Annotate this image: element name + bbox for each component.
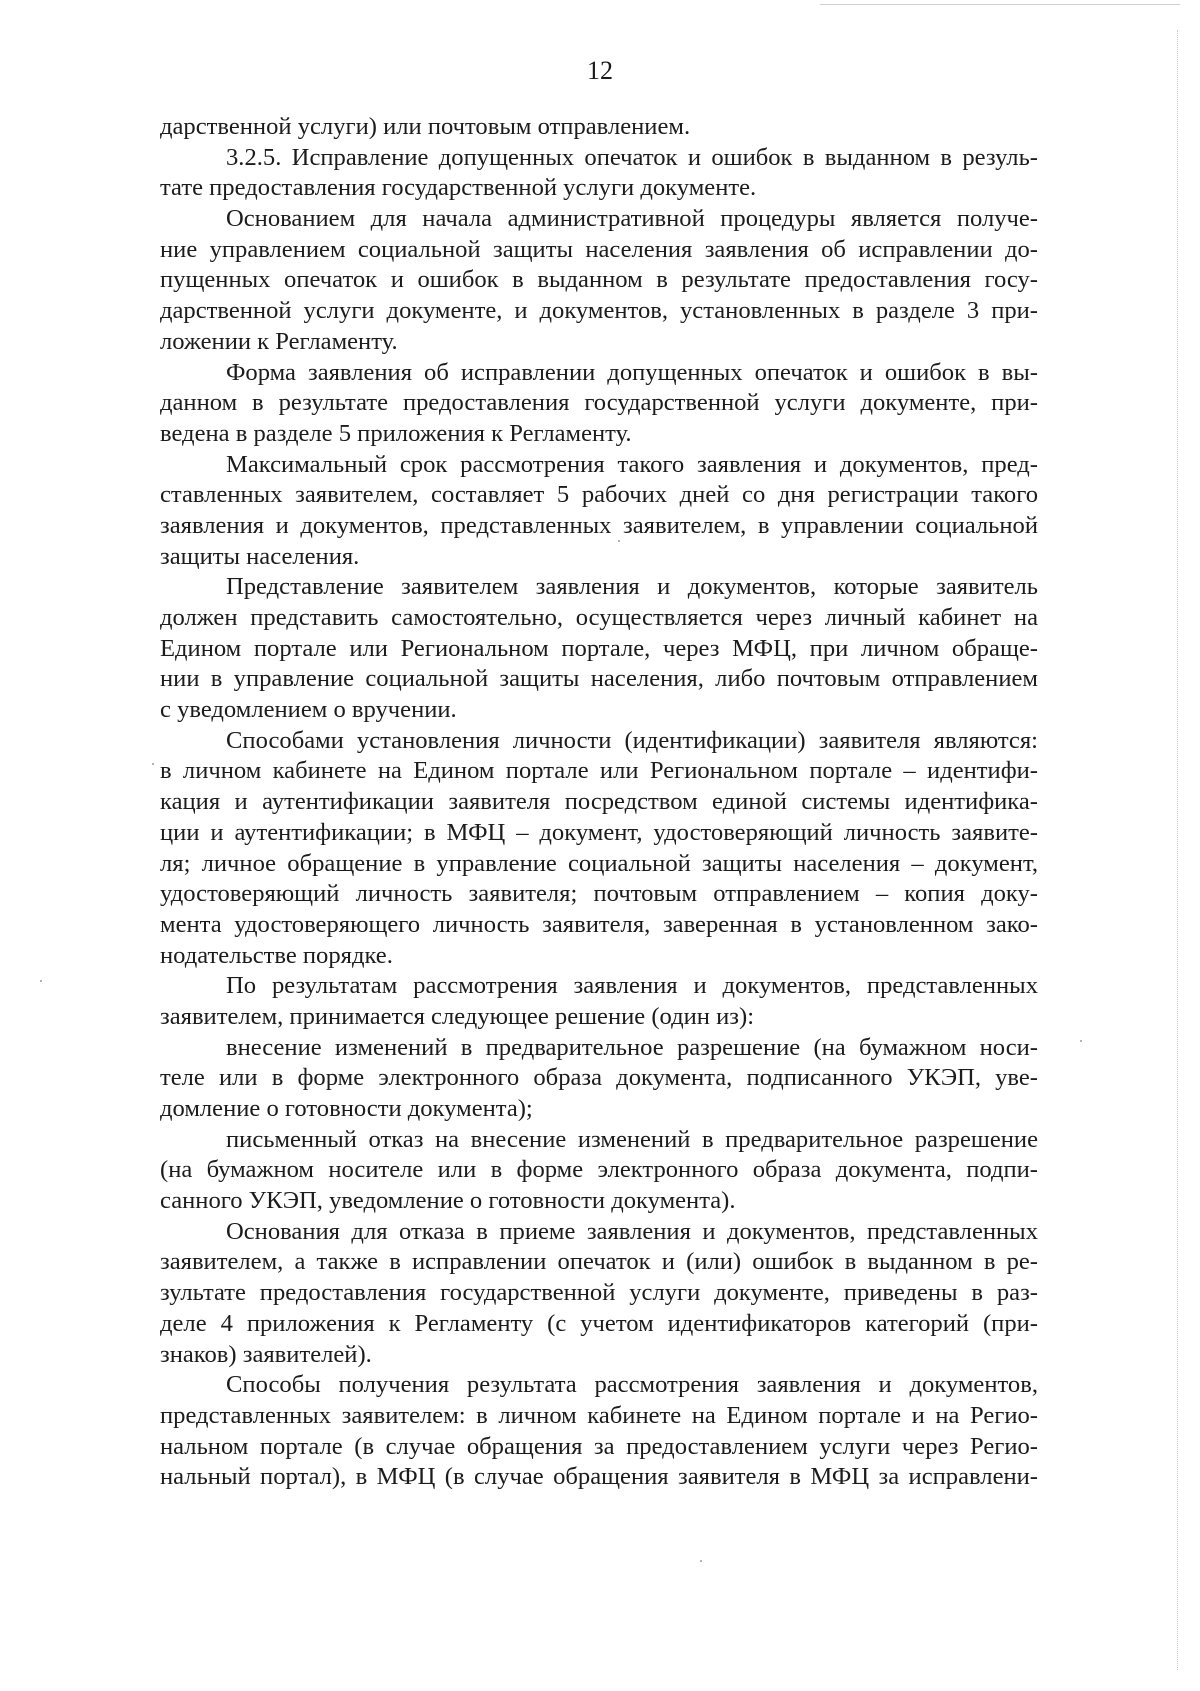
text-line: Основанием для начала административной процедуры является получе- [226, 205, 1038, 233]
text-line: ложении к Регламенту. [160, 327, 398, 355]
text-line: санного УКЭП, уведомление о готовности документа). [160, 1187, 736, 1215]
text-line: деле 4 приложения к Регламенту (с учетом идентификаторов категорий (при- [160, 1309, 1038, 1337]
paragraph [160, 204, 1038, 357]
paragraph [160, 572, 1038, 725]
text-line: нии в управление социальной защиты населения, либо почтовым отправлением [160, 665, 1038, 693]
text-line: ставленных заявителем, составляет 5 рабочих дней со дня регистрации такого [160, 481, 1038, 509]
text-line: ля; личное обращение в управление социальной защиты населения – документ, [160, 849, 1038, 877]
text-line: в личном кабинете на Едином портале или Региональном портале – идентифи- [160, 757, 1038, 785]
text-line: дарственной услуги документе, и документов, установленных в разделе 3 при- [160, 297, 1038, 325]
text-line: ции и аутентификации; в МФЦ – документ, удостоверяющий личность заявите- [160, 818, 1038, 846]
paragraph [160, 450, 1038, 573]
text-line: (на бумажном носителе или в форме электронного образа документа, подпи- [160, 1156, 1038, 1184]
text-line: данном в результате предоставления государственной услуги документе, при- [160, 389, 1038, 417]
text-line: Способы получения результата рассмотрения заявления и документов, [226, 1371, 1038, 1399]
scan-speck [618, 540, 620, 542]
text-line: представленных заявителем: в личном кабинете на Едином портале и на Регио- [160, 1401, 1038, 1429]
text-line: ведена в разделе 5 приложения к Регламенту. [160, 419, 632, 447]
text-line: знаков) заявителей). [160, 1340, 372, 1368]
text-line: тате предоставления государственной услуги документе. [160, 174, 757, 202]
text-line: теле или в форме электронного образа документа, подписанного УКЭП, уве- [160, 1064, 1038, 1092]
text-line: удостоверяющий личность заявителя; почтовым отправлением – копия доку- [160, 880, 1038, 908]
paragraph [160, 143, 1038, 204]
paragraph [160, 112, 1038, 143]
scan-speck [152, 763, 154, 765]
text-line: дарственной услуги) или почтовым отправлением. [160, 113, 691, 140]
paragraph [160, 1125, 1038, 1217]
paragraph [160, 1217, 1038, 1370]
text-line: с уведомлением о вручении. [160, 696, 457, 724]
paragraph [160, 358, 1038, 450]
text-line: Максимальный срок рассмотрения такого заявления и документов, пред- [226, 450, 1038, 478]
text-line: защиты населения. [160, 542, 360, 570]
text-line: По результатам рассмотрения заявления и документов, представленных [226, 972, 1038, 1000]
paragraph [160, 971, 1038, 1032]
text-line: письменный отказ на внесение изменений в предварительное разрешение [226, 1125, 1038, 1153]
paragraph [160, 1033, 1038, 1125]
page-number: 12 [587, 56, 613, 85]
text-line: должен представить самостоятельно, осуществляется через личный кабинет на [160, 604, 1038, 631]
text-line: заявления и документов, представленных заявителем, в управлении социальной [160, 511, 1038, 539]
text-line: мента удостоверяющего личность заявителя, заверенная в установленном зако- [160, 910, 1038, 938]
text-line: нальный портал), в МФЦ (в случае обращения заявителя в МФЦ за исправлени- [160, 1463, 1038, 1491]
paragraph [160, 1370, 1038, 1493]
scan-edge-rule [820, 4, 1180, 5]
text-line: Едином портале или Региональном портале, через МФЦ, при личном обраще- [160, 634, 1038, 662]
text-line: 3.2.5. Исправление допущенных опечаток и ошибок в выданном в резуль- [226, 143, 1038, 171]
scan-speck [40, 980, 42, 982]
text-line: Основания для отказа в приеме заявления и документов, представленных [226, 1217, 1038, 1245]
text-line: пущенных опечаток и ошибок в выданном в результате предоставления госу- [160, 266, 1038, 294]
text-line: Форма заявления об исправлении допущенных опечаток и ошибок в вы- [226, 358, 1038, 386]
text-line: заявителем, а также в исправлении опечаток и (или) ошибок в выданном в ре- [160, 1248, 1038, 1276]
text-line: Представление заявителем заявления и документов, которые заявитель [226, 573, 1038, 601]
text-line: ние управлением социальной защиты населения заявления об исправлении до- [160, 235, 1038, 263]
text-line: Способами установления личности (идентификации) заявителя являются: [226, 726, 1038, 754]
text-line: зультате предоставления государственной услуги документе, приведены в раз- [160, 1279, 1038, 1307]
paragraph [160, 726, 1038, 972]
text-line: внесение изменений в предварительное разрешение (на бумажном носи- [226, 1033, 1038, 1061]
text-line: заявителем, принимается следующее решение (один из): [160, 1002, 755, 1030]
scan-speck [1080, 1040, 1082, 1042]
text-line: кация и аутентификации заявителя посредством единой системы идентифика- [160, 788, 1038, 816]
document-body [160, 112, 1038, 1493]
text-line: домление о готовности документа); [160, 1095, 533, 1122]
text-line: нодательстве порядке. [160, 941, 393, 969]
text-line: нальном портале (в случае обращения за предоставлением услуги через Регио- [160, 1432, 1038, 1460]
scan-edge-dotted [1177, 30, 1178, 1670]
scan-speck [700, 1560, 702, 1562]
